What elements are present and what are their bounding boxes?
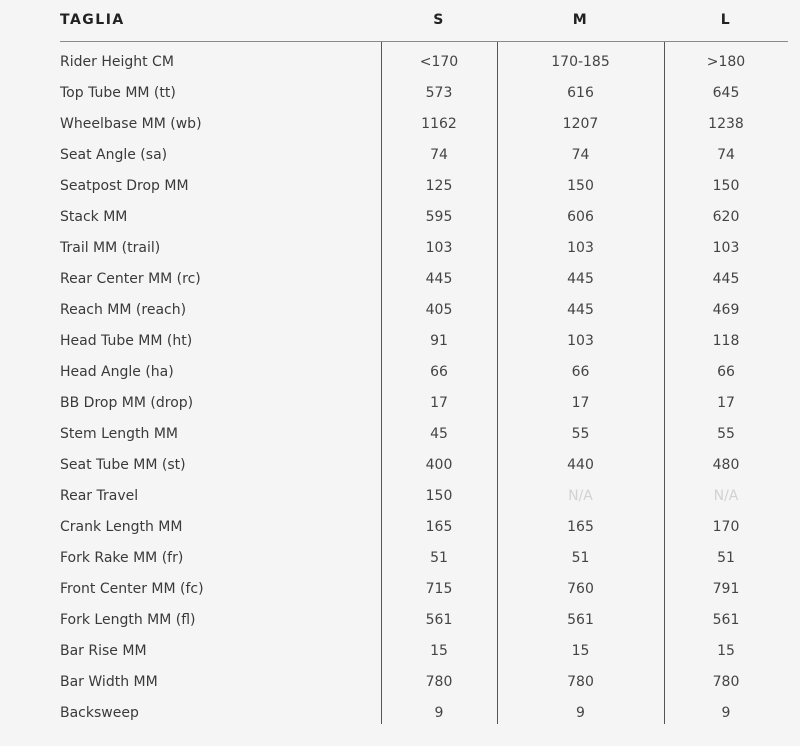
value-size-s: 15 (430, 643, 448, 659)
row-label: Head Tube MM (ht) (60, 333, 193, 349)
table-row (60, 387, 788, 418)
value-size-l: 51 (717, 550, 735, 566)
table-header (60, 0, 788, 42)
value-size-m: 780 (567, 674, 594, 690)
value-size-m: 55 (571, 426, 590, 442)
row-label: Head Angle (ha) (60, 364, 174, 380)
value-size-m: 103 (567, 333, 594, 349)
table-row (60, 263, 788, 294)
row-label: Seat Angle (sa) (60, 147, 168, 163)
table-row (60, 139, 788, 170)
row-label: Crank Length MM (60, 519, 183, 535)
row-label: Front Center MM (fc) (60, 581, 204, 597)
row-label: Wheelbase MM (wb) (60, 116, 202, 132)
value-size-l: 15 (717, 643, 735, 659)
value-size-s: 66 (430, 364, 448, 380)
value-size-m: 445 (567, 302, 594, 318)
value-size-s: 445 (425, 271, 453, 287)
value-size-l: 645 (712, 85, 740, 101)
row-label: Stack MM (60, 209, 128, 225)
value-size-m: 445 (567, 271, 594, 287)
value-size-m: 9 (576, 705, 585, 721)
table-row (60, 542, 788, 573)
row-label: Backsweep (60, 705, 139, 721)
value-size-s: 45 (430, 426, 448, 442)
value-size-s: 91 (430, 333, 448, 349)
value-size-s: 1162 (421, 116, 457, 132)
row-label: Fork Length MM (fl) (60, 612, 196, 628)
value-size-s: 150 (425, 488, 453, 504)
value-size-s: 780 (425, 674, 453, 690)
value-size-s: 9 (434, 705, 444, 721)
value-size-m: 17 (571, 395, 590, 411)
value-size-m: 103 (567, 240, 594, 256)
value-size-l: 118 (712, 333, 740, 349)
row-label: Rear Center MM (rc) (60, 271, 201, 287)
row-label: Rider Height CM (60, 54, 174, 70)
value-size-m: 66 (571, 364, 590, 380)
value-size-l: 620 (712, 209, 740, 225)
value-size-l: N/A (713, 488, 739, 504)
value-size-s: 103 (425, 240, 453, 256)
table-row (60, 635, 788, 666)
table-row (60, 511, 788, 542)
row-label: Seatpost Drop MM (60, 178, 189, 194)
row-label: Rear Travel (60, 488, 139, 504)
value-size-l: 561 (712, 612, 740, 628)
row-label: Reach MM (reach) (60, 302, 187, 318)
row-label: Bar Rise MM (60, 643, 147, 659)
table-row (60, 356, 788, 387)
value-size-l: 103 (712, 240, 740, 256)
value-size-m: 1207 (562, 116, 599, 132)
value-size-l: 170 (712, 519, 740, 535)
value-size-l: 480 (712, 457, 740, 473)
value-size-s: 595 (425, 209, 453, 225)
value-size-m: N/A (568, 488, 593, 504)
table-row (60, 697, 788, 728)
value-size-l: 150 (712, 178, 740, 194)
table-row (60, 294, 788, 325)
row-label: Seat Tube MM (st) (60, 457, 186, 473)
header-size-l: L (720, 12, 732, 28)
value-size-s: 51 (430, 550, 448, 566)
geometry-table (60, 0, 788, 728)
value-size-s: 400 (425, 457, 453, 473)
value-size-s: 405 (425, 302, 453, 318)
value-size-l: 9 (721, 705, 731, 721)
row-label: Fork Rake MM (fr) (60, 550, 184, 566)
value-size-l: 445 (712, 271, 740, 287)
header-size-m: M (572, 12, 589, 28)
table-row (60, 449, 788, 480)
value-size-s: 125 (425, 178, 453, 194)
table-row (60, 666, 788, 697)
value-size-m: 150 (567, 178, 594, 194)
value-size-m: 606 (567, 209, 594, 225)
table-row (60, 170, 788, 201)
table-row (60, 604, 788, 635)
row-label: Stem Length MM (60, 426, 178, 442)
value-size-l: 791 (712, 581, 740, 597)
row-label: Top Tube MM (tt) (60, 85, 176, 101)
table-body (60, 42, 788, 728)
value-size-s: 561 (425, 612, 453, 628)
table-row (60, 325, 788, 356)
value-size-l: 74 (717, 147, 735, 163)
value-size-l: >180 (706, 54, 746, 70)
header-size-label: TAGLIA (60, 12, 125, 28)
value-size-m: 170-185 (551, 54, 610, 70)
value-size-l: 1238 (708, 116, 744, 132)
row-label: Trail MM (trail) (60, 240, 161, 256)
value-size-l: 469 (712, 302, 740, 318)
value-size-m: 51 (571, 550, 590, 566)
value-size-m: 561 (567, 612, 594, 628)
value-size-m: 760 (567, 581, 594, 597)
table-row (60, 108, 788, 139)
row-label: Bar Width MM (60, 674, 158, 690)
table-row (60, 77, 788, 108)
value-size-s: <170 (419, 54, 459, 70)
table-row (60, 232, 788, 263)
value-size-m: 616 (567, 85, 594, 101)
table-row (60, 46, 788, 77)
value-size-m: 165 (567, 519, 594, 535)
value-size-l: 780 (712, 674, 740, 690)
value-size-s: 573 (425, 85, 453, 101)
value-size-m: 15 (571, 643, 590, 659)
value-size-s: 715 (425, 581, 453, 597)
value-size-s: 74 (430, 147, 448, 163)
value-size-l: 66 (717, 364, 735, 380)
value-size-m: 440 (567, 457, 594, 473)
value-size-s: 165 (425, 519, 453, 535)
table-row (60, 480, 788, 511)
table-row (60, 573, 788, 604)
table-row (60, 201, 788, 232)
value-size-s: 17 (430, 395, 448, 411)
value-size-l: 55 (717, 426, 735, 442)
header-size-s: S (433, 12, 445, 28)
value-size-l: 17 (717, 395, 735, 411)
value-size-m: 74 (571, 147, 590, 163)
row-label: BB Drop MM (drop) (60, 395, 194, 411)
table-row (60, 418, 788, 449)
